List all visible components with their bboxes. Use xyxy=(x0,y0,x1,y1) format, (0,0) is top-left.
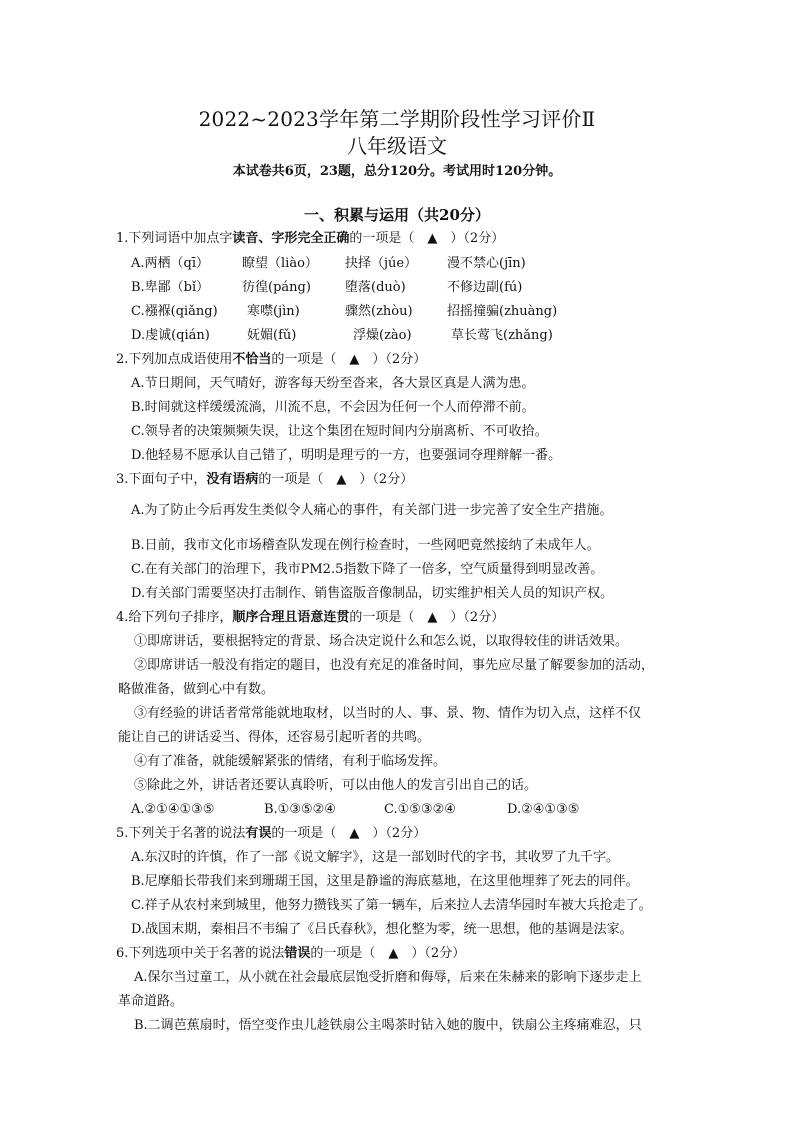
question-4-sentence-2-cont: 略做准备，做到心中有数。 xyxy=(118,682,275,697)
question-3-option-d: D.有关部门需要坚决打击制作、销售盗版音像制品，切实维护相关人员的知识产权。 xyxy=(131,586,614,601)
question-3-option-c: C.在有关部门的治理下，我市PM2.5指数下降了一倍多，空气质量得到明显改善。 xyxy=(131,562,604,577)
question-5-option-c: C.祥子从农村来到城里，他努力攒钱买了第一辆车，后来拉人去清华园时车被大兵抢走了。 xyxy=(131,898,652,913)
question-4-option-b: B.①③⑤②④ xyxy=(264,802,336,817)
question-5-option-d: D.战国末期，秦相吕不韦编了《吕氏春秋》，想化整为零，统一思想，他的基调是法家。 xyxy=(131,922,633,937)
section-heading: 一、积累与运用（共20分） xyxy=(304,206,490,224)
question-4-option-a: A.②①④①③⑤ xyxy=(131,802,215,817)
question-6-option-a-cont: 革命道路。 xyxy=(118,994,184,1009)
question-4-stem: 4.给下列句子排序，顺序合理且语意连贯的一项是（ ▲ ）（2分） xyxy=(116,610,505,625)
question-2-option-a: A.节日期间，天气晴好，游客每天纷至沓来，各大景区真是人满为患。 xyxy=(131,376,535,391)
question-4-option-d: D.②④①③⑤ xyxy=(507,802,580,817)
question-3-stem: 3.下面句子中，没有语病的一项是（ ▲ ）（2分） xyxy=(116,472,414,487)
question-1-option-b: B.卑鄙（bǐ） 彷徨(páng) 堕落(duò) 不修边副(fú) xyxy=(131,280,523,295)
question-6-option-b: B.二调芭蕉扇时，悟空变作虫儿趁铁扇公主喝茶时钻入她的腹中，铁扇公主疼痛难忍，只 xyxy=(134,1018,642,1033)
question-4-options xyxy=(131,801,631,819)
question-2-option-c: C.领导者的决策频频失误，让这个集团在短时间内分崩离析、不可收拾。 xyxy=(131,424,548,439)
question-5-stem: 5.下列关于名著的说法有误的一项是（ ▲ ）（2分） xyxy=(116,826,427,841)
question-4-sentence-3-cont: 能让自己的讲话妥当、得体，还容易引起听者的共鸣。 xyxy=(118,730,431,745)
question-1-option-a: A.两栖（qī） 瞭望（liào） 抉择（júe） 漫不禁心(jīn) xyxy=(131,256,526,271)
exam-subject: 八年级语文 xyxy=(347,134,447,158)
question-2-option-d: D.他轻易不愿承认自己错了，明明是理亏的一方，也要强词夺理辩解一番。 xyxy=(131,448,562,463)
question-2-option-b: B.时间就这样缓缓流淌，川流不息，不会因为任何一个人而停滞不前。 xyxy=(131,400,535,415)
question-4-sentence-5: ⑤除此之外，讲话者还要认真聆听，可以由他人的发言引出自己的话。 xyxy=(134,778,538,793)
question-5-option-a: A.东汉时的许慎，作了一部《说文解字》，这是一部划时代的字书，其收罗了九千字。 xyxy=(131,850,620,865)
question-3-option-a: A.为了防止今后再发生类似令人痛心的事件，有关部门进一步完善了安全生产措施。 xyxy=(131,503,613,518)
question-4-sentence-3: ③有经验的讲话者常常能就地取材，以当时的人、事、景、物、情作为切入点，这样不仅 xyxy=(134,706,642,721)
question-5-option-b: B.尼摩船长带我们来到珊瑚王国，这里是静谧的海底墓地，在这里他埋葬了死去的同伴。 xyxy=(131,874,639,889)
question-4-option-c: C.①⑤③②④ xyxy=(384,802,456,817)
question-4-sentence-4: ④有了准备，就能缓解紧张的情绪，有利于临场发挥。 xyxy=(134,754,447,769)
question-3-option-b: B.日前，我市文化市场稽查队发现在例行检查时，一些网吧竟然接纳了未成年人。 xyxy=(131,538,600,553)
exam-instructions: 本试卷共6页，23题，总分120分。考试用时120分钟。 xyxy=(232,164,562,179)
question-2-stem: 2.下列加点成语使用不恰当的一项是（ ▲ ）（2分） xyxy=(116,352,427,367)
question-1-option-c: C.襁褓(qiǎng) 寒噤(jìn) 骤然(zhòu) 招摇撞骗(zhuàng) xyxy=(131,304,558,319)
question-6-stem: 6.下列选项中关于名著的说法错误的一项是（ ▲ ）（2分） xyxy=(116,946,466,961)
question-6-option-a: A.保尔当过童工，从小就在社会最底层饱受折磨和侮辱，后来在朱赫来的影响下逐步走上 xyxy=(134,970,642,985)
question-1-stem: 1.下列词语中加点字读音、字形完全正确的一项是（ ▲ ）（2分） xyxy=(116,231,505,246)
question-4-sentence-1: ①即席讲话，要根据特定的背景、场合决定说什么和怎么说，以取得较佳的讲话效果。 xyxy=(134,634,629,649)
question-4-sentence-2: ②即席讲话一般没有指定的题目，也没有充足的准备时间，事先应尽量了解要参加的活动， xyxy=(134,658,655,673)
exam-title: 2022~2023学年第二学期阶段性学习评价Ⅱ xyxy=(198,107,596,131)
question-1-option-d: D.虔诚(qián) 妩媚(fǔ) 浮燥(zào) 草长莺飞(zhǎng) xyxy=(131,328,553,343)
